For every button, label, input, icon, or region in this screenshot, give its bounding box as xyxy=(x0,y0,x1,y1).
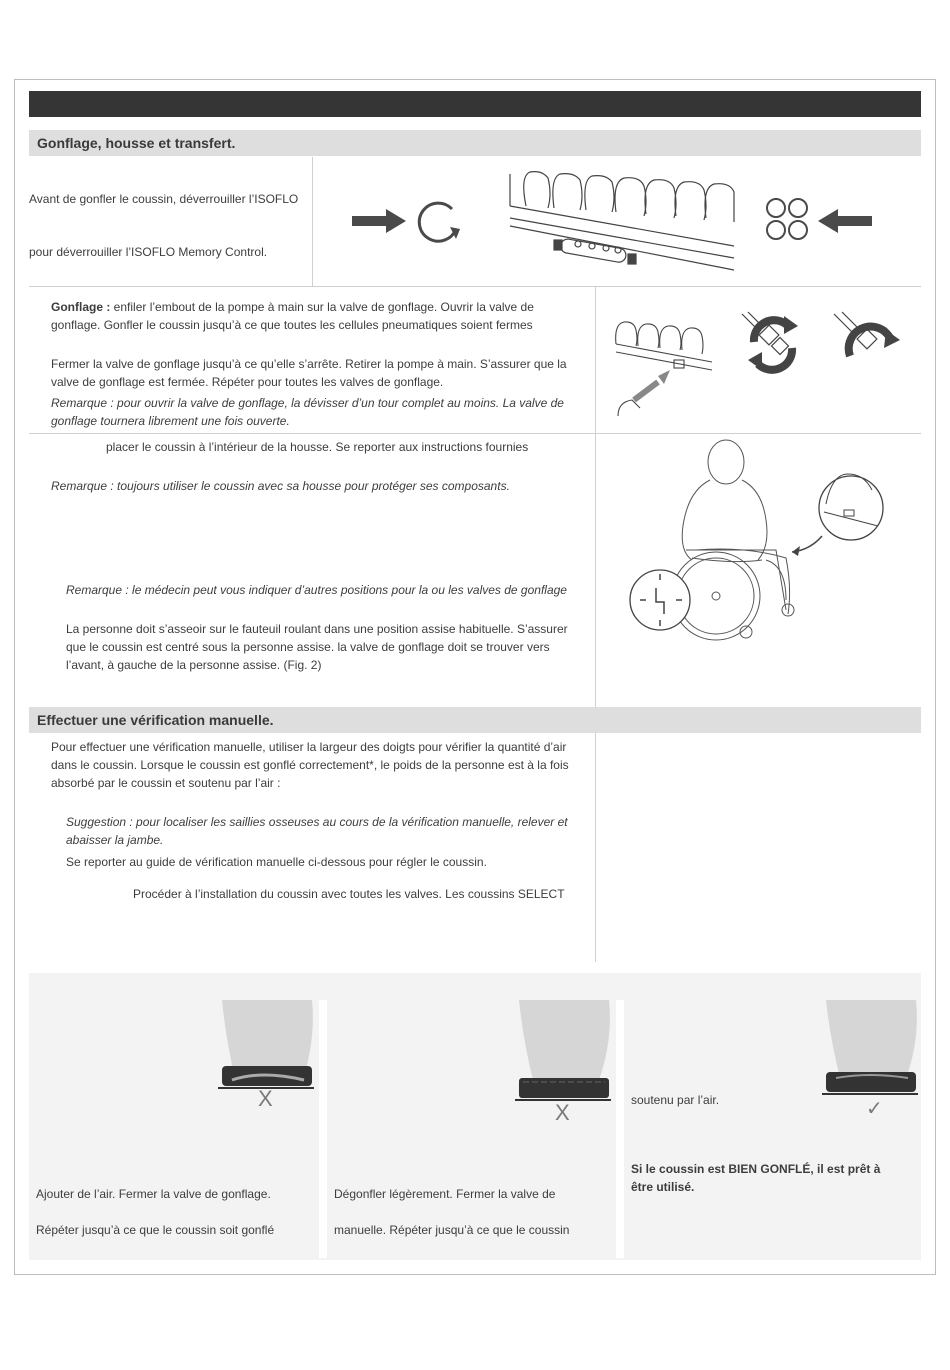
installation-text: Procéder à l’installation du coussin avec toutes les valves. Les coussins SELECT xyxy=(133,887,565,901)
x-mark-icon: X xyxy=(258,1086,273,1111)
unlock-text-line1: Avant de gonfler le coussin, déverrouiller l’ISOFLO xyxy=(29,192,299,206)
inflation-text: enfiler l’embout de la pompe à main sur la valve de gonflage. Ouvrir la valve de gonflage. Gonfler le coussin jusqu’à ce que toutes les cellules pneumatiques soient fermes xyxy=(51,300,534,332)
section-title: Effectuer une vérification manuelle. xyxy=(37,712,274,728)
correct-line1: soutenu par l’air. xyxy=(631,1093,720,1107)
under-line2: Répéter jusqu’à ce que le coussin soit gonflé xyxy=(36,1223,275,1237)
pump-illustration xyxy=(612,312,718,418)
underinflated-illustration xyxy=(218,1000,318,1092)
under-line1: Ajouter de l’air. Fermer la valve de gonflage. xyxy=(36,1187,271,1201)
divider xyxy=(29,286,921,287)
cover-instruction: placer le coussin à l’intérieur de la housse. Se reporter aux instructions fournies xyxy=(106,440,529,454)
panel-gap xyxy=(616,1000,624,1258)
rotate-icon xyxy=(416,199,462,245)
guide-reference: Se reporter au guide de vérification manuelle ci-dessous pour régler le coussin. xyxy=(66,855,487,869)
section-header-hand-check xyxy=(29,707,921,733)
correct-line2: Si le coussin est BIEN GONFLÉ, il est prêt à être utilisé. xyxy=(631,1162,881,1194)
inflation-label: Gonflage : xyxy=(51,300,111,314)
suggestion-note: Suggestion : pour localiser les saillies osseuses au cours de la vérification manuelle, relever et abaisser la jambe. xyxy=(66,815,568,847)
unlock-text-line2: pour déverrouiller l’ISOFLO Memory Control. xyxy=(29,245,268,259)
overinflated-illustration xyxy=(515,1000,615,1102)
seating-paragraph: La personne doit s’asseoir sur le fauteuil roulant dans une position assise habituelle. S’assurer que le coussin est centré sous la personne assise. la valve de gonflage doit se trouver vers l’avant, à gauche de la personne assise. (Fig. 2) xyxy=(66,622,568,672)
section-header-inflation xyxy=(29,130,921,156)
divider xyxy=(312,157,313,287)
check-mark-icon: ✓ xyxy=(866,1098,883,1120)
top-header-bar xyxy=(29,91,921,117)
panel-gap xyxy=(319,1000,327,1258)
four-circles-icon xyxy=(764,196,812,242)
inflation-paragraph xyxy=(51,298,581,334)
valve-note: Remarque : pour ouvrir la valve de gonflage, la dévisser d’un tour complet au moins. La valve de gonflage tournera librement une fois ouverte. xyxy=(51,396,564,428)
over-line1: Dégonfler légèrement. Fermer la valve de xyxy=(334,1187,556,1201)
close-valve-paragraph: Fermer la valve de gonflage jusqu’à ce qu’elle s’arrête. Retirer la pompe à main. S’assurer que la valve de gonflage est fermée. Répéter pour toutes les valves de gonflage. xyxy=(51,357,567,389)
cushion-control-illustration xyxy=(506,166,734,276)
x-mark-icon: X xyxy=(555,1100,570,1125)
valve-close-icon xyxy=(832,312,900,362)
over-line2: manuelle. Répéter jusqu’à ce que le coussin xyxy=(334,1223,570,1237)
arrow-right-icon xyxy=(352,208,408,234)
wheelchair-illustration xyxy=(626,440,888,646)
correct-illustration xyxy=(822,1000,922,1096)
divider xyxy=(29,433,921,434)
hand-check-paragraph: Pour effectuer une vérification manuelle, utiliser la largeur des doigts pour vérifier la quantité d’air dans le coussin. Lorsque le coussin est gonflé correctement*, le poids de la personne est à la fois absorbé par le coussin et soutenu par l’air : xyxy=(51,740,569,790)
doctor-note: Remarque : le médecin peut vous indiquer d’autres positions pour la ou les valves de gonflage xyxy=(66,583,567,597)
arrow-left-icon xyxy=(818,208,874,234)
valve-open-icon xyxy=(740,312,804,370)
divider xyxy=(595,287,596,962)
section-title: Gonflage, housse et transfert. xyxy=(37,135,236,151)
hand-check-guide xyxy=(29,973,921,1260)
cover-note: Remarque : toujours utiliser le coussin avec sa housse pour protéger ses composants. xyxy=(51,479,510,493)
